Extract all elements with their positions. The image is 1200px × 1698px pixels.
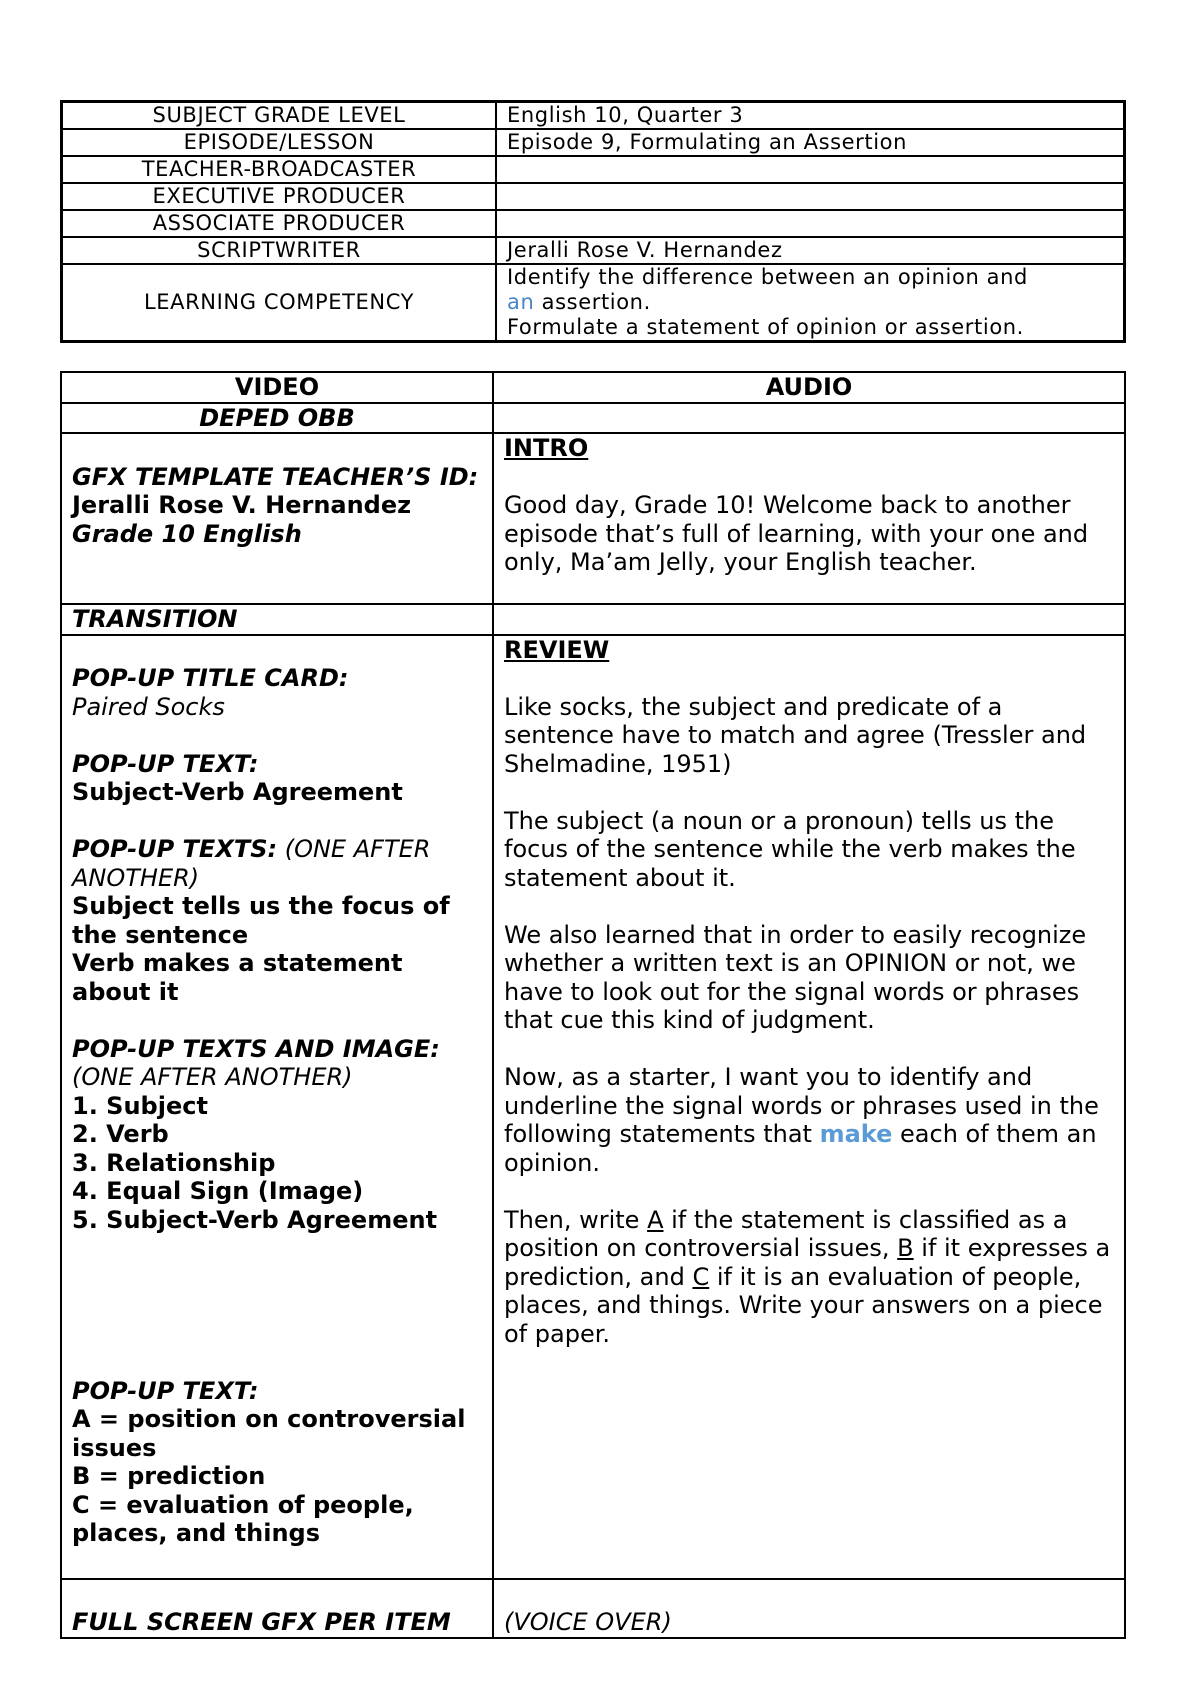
popup-texts-heading	[72, 835, 482, 892]
popup-image-item: 1. Subject	[72, 1091, 208, 1120]
intro-video-cell	[61, 433, 493, 604]
popup-image-item: 3. Relationship	[72, 1148, 276, 1177]
info-label: TEACHER-BROADCASTER	[62, 156, 497, 183]
intro-audio-cell	[493, 433, 1125, 604]
info-label: EXECUTIVE PRODUCER	[62, 183, 497, 210]
review-paragraph	[504, 1063, 1114, 1177]
review-audio-cell	[493, 635, 1125, 1579]
gfx-audio-cell	[493, 1579, 1125, 1638]
info-row	[62, 129, 1125, 156]
popup-text-label: POP-UP TEXT:	[72, 749, 259, 778]
intro-heading: INTRO	[504, 434, 589, 462]
popup-texts-item: Subject tells us the focus of the sentence	[72, 892, 450, 949]
intro-row	[61, 433, 1125, 604]
review-paragraph: We also learned that in order to easily recognize whether a written text is an OPINION or not, we have to look out for the signal words or phrases that cue this kind of judgment.	[504, 920, 1087, 1034]
popup-text2-item: C = evaluation of people, places, and things	[72, 1490, 414, 1547]
info-value	[496, 183, 1125, 210]
info-label: EPISODE/LESSON	[62, 129, 497, 156]
popup-texts-label: POP-UP TEXTS:	[72, 835, 278, 863]
competency-line-2	[507, 290, 1113, 315]
popup-text2-item: A = position on controversial issues	[72, 1405, 466, 1462]
info-value: English 10, Quarter 3	[496, 102, 1125, 130]
teacher-name: Jeralli Rose V. Hernandez	[72, 491, 412, 519]
popup-texts-note: (ONE AFTER ANOTHER)	[72, 835, 431, 892]
competency-highlight: an	[507, 290, 535, 314]
transition-audio	[493, 604, 1125, 635]
popup-text2-item: B = prediction	[72, 1462, 266, 1490]
answer-letter-b: B	[897, 1234, 914, 1262]
popup-image-label: POP-UP TEXTS AND IMAGE:	[72, 1034, 440, 1063]
popup-text2-label: POP-UP TEXT:	[72, 1376, 259, 1405]
info-value: Jeralli Rose V. Hernandez	[496, 237, 1125, 264]
gfx-video-cell	[61, 1579, 493, 1638]
info-row	[62, 183, 1125, 210]
popup-texts-item: Verb makes a statement about it	[72, 949, 403, 1006]
review-p5-text: if the statement is classified as a position on controversial issues,	[504, 1205, 1068, 1262]
info-value	[496, 156, 1125, 183]
transition-video: TRANSITION	[61, 604, 493, 635]
review-row	[61, 635, 1125, 1579]
popup-text-value: Subject-Verb Agreement	[72, 778, 403, 806]
review-heading: REVIEW	[504, 635, 610, 664]
competency-line-1: Identify the difference between an opinion and	[507, 265, 1028, 289]
gfx-video-text: FULL SCREEN GFX PER ITEM	[72, 1608, 451, 1636]
info-row-competency	[62, 264, 1125, 342]
info-label: ASSOCIATE PRODUCER	[62, 210, 497, 237]
audio-column-header: AUDIO	[493, 372, 1125, 403]
info-value: Episode 9, Formulating an Assertion	[496, 129, 1125, 156]
competency-line-2-rest: assertion.	[534, 290, 651, 314]
info-row	[62, 210, 1125, 237]
obb-video: DEPED OBB	[61, 403, 493, 434]
review-p4-highlight: make	[819, 1120, 893, 1148]
info-row	[62, 102, 1125, 130]
review-paragraph: The subject (a noun or a pronoun) tells us the focus of the sentence while the verb makes the statement about it.	[504, 806, 1076, 892]
popup-image-item: 4. Equal Sign (Image)	[72, 1177, 364, 1205]
intro-text: Good day, Grade 10! Welcome back to another episode that’s full of learning, with your one and only, Ma’am Jelly, your English teacher.	[504, 491, 1089, 576]
info-table	[60, 100, 1126, 343]
info-label: SCRIPTWRITER	[62, 237, 497, 264]
gfx-row	[61, 1579, 1125, 1638]
answer-letter-c: C	[692, 1262, 710, 1291]
competency-value	[496, 264, 1125, 342]
review-paragraph: Like socks, the subject and predicate of a sentence have to match and agree (Tressler and Shelmadine, 1951)	[504, 692, 1087, 778]
review-video-cell	[61, 635, 493, 1579]
gfx-template-label: GFX TEMPLATE TEACHER’S ID:	[72, 462, 479, 491]
transition-row	[61, 604, 1125, 635]
info-row	[62, 156, 1125, 183]
popup-image-item: 2. Verb	[72, 1120, 169, 1148]
gfx-audio-text: (VOICE OVER)	[504, 1608, 672, 1636]
info-value	[496, 210, 1125, 237]
review-p5-text: if it is an evaluation of people, places, and things. Write your answers on a piece of paper.	[504, 1262, 1103, 1348]
review-p5-text: Then, write	[504, 1205, 648, 1234]
title-card-label: POP-UP TITLE CARD:	[72, 664, 349, 692]
obb-row	[61, 403, 1125, 434]
script-table	[60, 371, 1126, 1639]
info-row	[62, 237, 1125, 264]
review-p4-after: each of them an opinion.	[504, 1120, 1097, 1177]
answer-letter-a: A	[647, 1205, 664, 1234]
competency-line-3: Formulate a statement of opinion or assertion.	[507, 315, 1024, 339]
title-card-text: Paired Socks	[72, 692, 225, 721]
popup-image-item: 5. Subject-Verb Agreement	[72, 1205, 438, 1234]
obb-audio	[493, 403, 1125, 434]
popup-image-note: (ONE AFTER ANOTHER)	[72, 1063, 353, 1091]
review-p5-text: if it expresses a prediction, and	[504, 1234, 1111, 1291]
review-p4-before: Now, as a starter, I want you to identify and underline the signal words or phrases used in the following statements that	[504, 1063, 1099, 1148]
info-label: SUBJECT GRADE LEVEL	[62, 102, 497, 130]
script-header-row	[61, 372, 1125, 403]
teacher-grade: Grade 10 English	[72, 519, 302, 548]
video-column-header: VIDEO	[61, 372, 493, 403]
review-paragraph	[504, 1206, 1114, 1349]
competency-label: LEARNING COMPETENCY	[62, 264, 497, 342]
